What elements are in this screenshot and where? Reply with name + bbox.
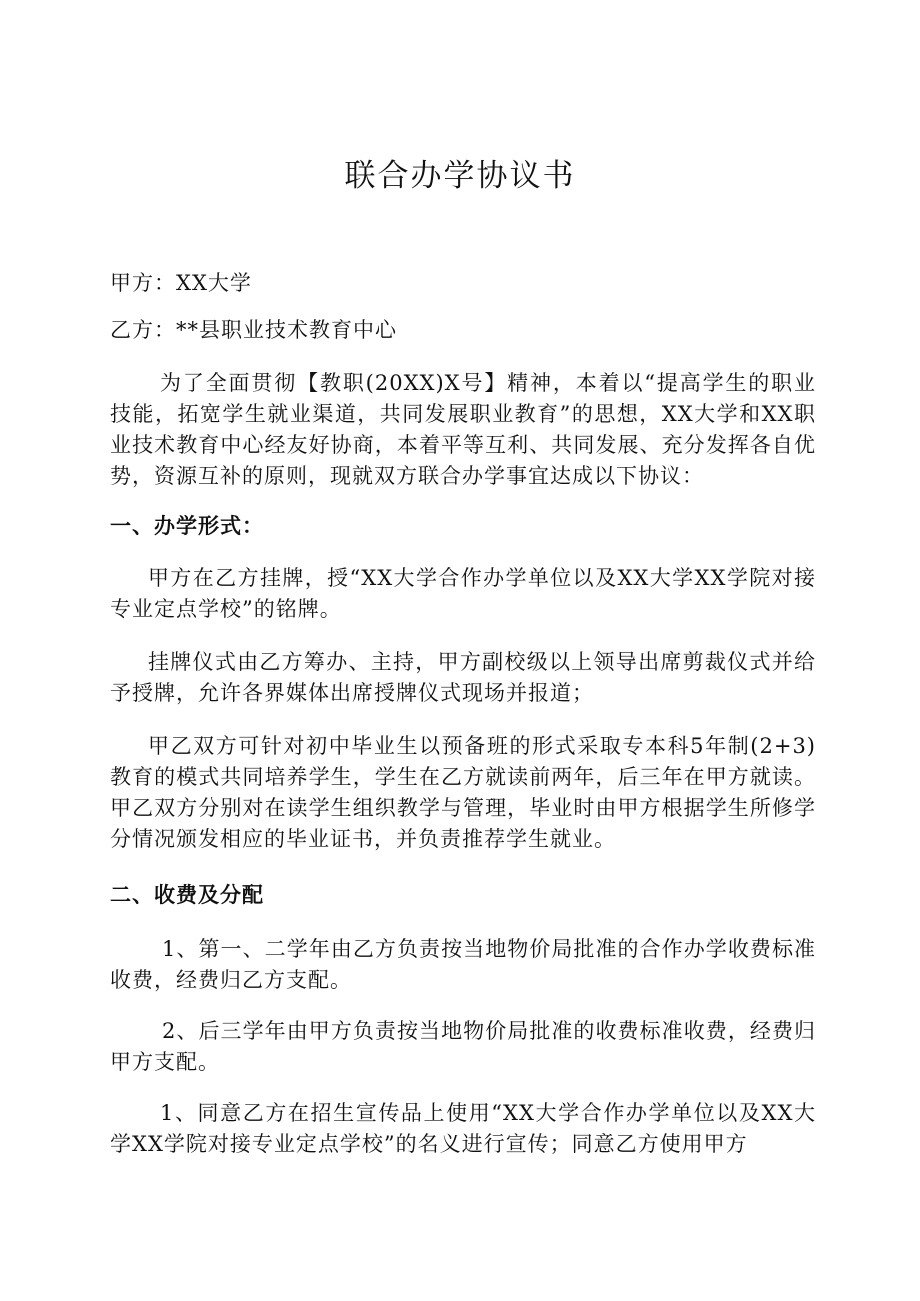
section-heading-1: 一、办学形式： (110, 513, 264, 538)
section2-paragraph-3: 1、同意乙方在招生宣传品上使用“XX大学合作办学单位以及XX大学XX学院对接专业定点学校”的名义进行宣传；同意乙方使用甲方 (110, 1101, 816, 1156)
section2-paragraph-2: 2、后三学年由甲方负责按当地物价局批准的收费标准收费，经费归甲方支配。 (110, 1019, 816, 1074)
party-a: 甲方：XX大学 (110, 271, 252, 295)
party-b: 乙方：**县职业技术教育中心 (110, 318, 397, 342)
document-body (110, 268, 816, 1176)
section2-paragraph-1: 1、第一、二学年由乙方负责按当地物价局批准的合作办学收费标准收费，经费归乙方支配。 (110, 937, 816, 992)
document-title: 联合办学协议书 (344, 158, 576, 194)
section1-paragraph-3: 甲乙双方可针对初中毕业生以预备班的形式采取专本科5年制(2+3)教育的模式共同培养学生，学生在乙方就读前两年，后三年在甲方就读。甲乙双方分别对在读学生组织教学与管理，毕业时由甲方根据学生所修学分情况颁发相应的毕业证书，并负责推荐学生就业。 (110, 734, 816, 851)
section1-paragraph-2: 挂牌仪式由乙方筹办、主持，甲方副校级以上领导出席剪裁仪式并给予授牌，允许各界媒体出席授牌仪式现场并报道； (110, 650, 816, 705)
section1-paragraph-1: 甲方在乙方挂牌，授“XX大学合作办学单位以及XX大学XX学院对接专业定点学校”的铭牌。 (110, 566, 816, 621)
section-heading-2: 二、收费及分配 (110, 882, 264, 907)
intro-paragraph: 为了全面贯彻【教职(20XX)X号】精神，本着以“提高学生的职业技能，拓宽学生就业渠道，共同发展职业教育”的思想，XX大学和XX职业技术教育中心经友好协商，本着平等互利、共同发展、充分发挥各自优势，资源互补的原则，现就双方联合办学事宜达成以下协议： (110, 371, 816, 488)
